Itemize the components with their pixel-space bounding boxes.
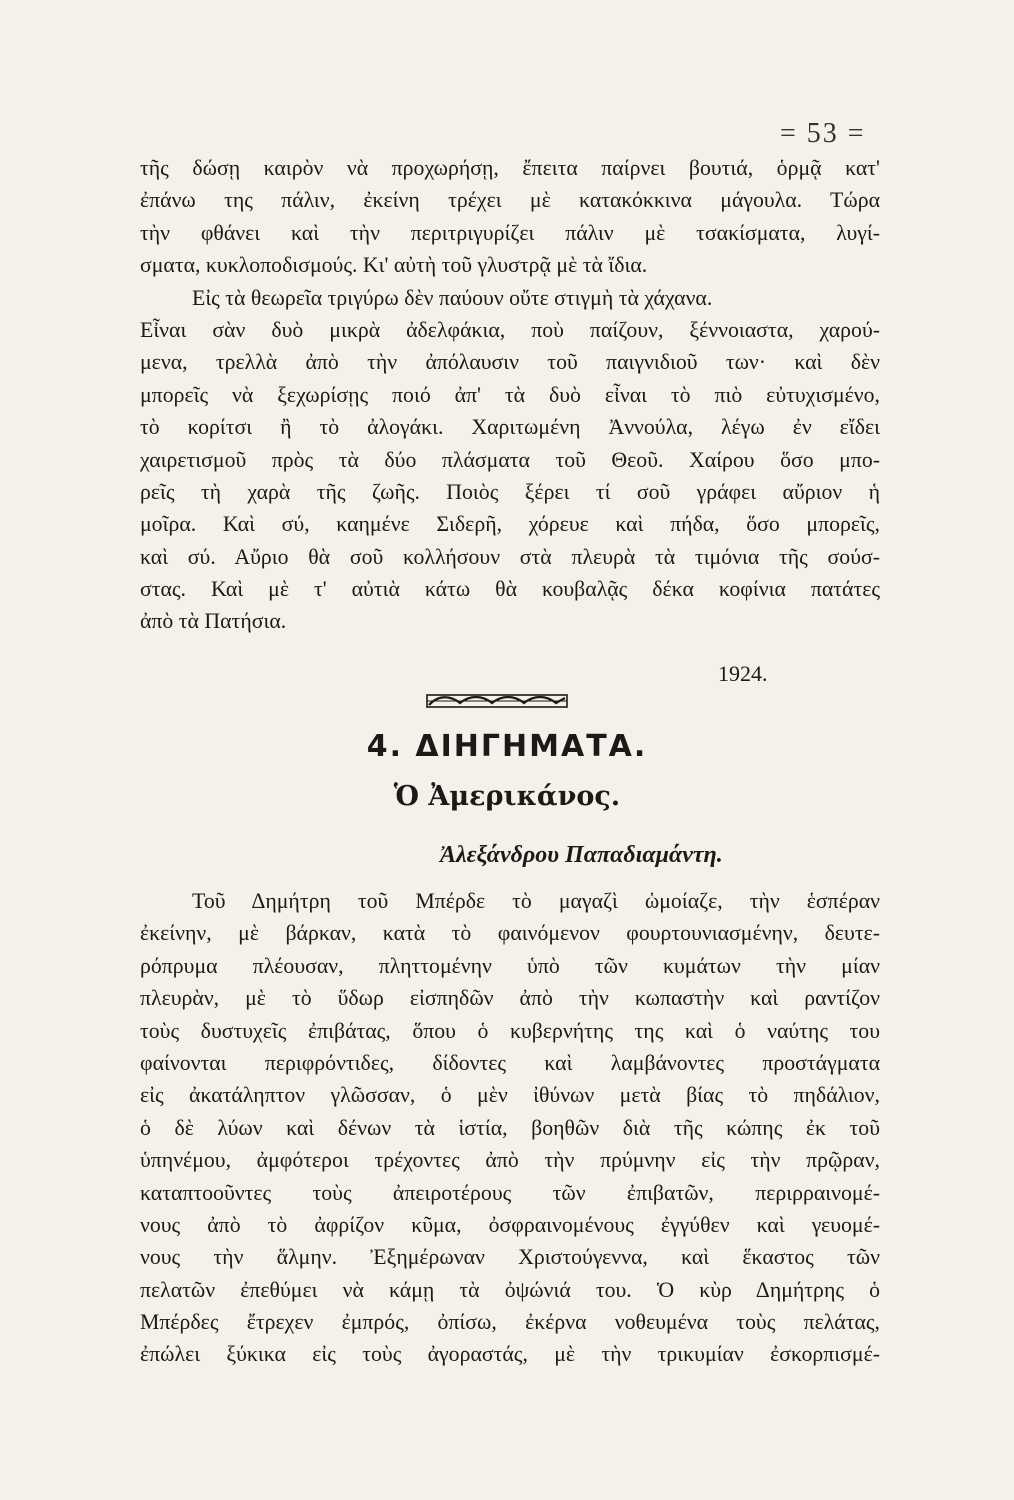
text-line: ὁ δὲ λύων καὶ δένων τὰ ἱστία, βοηθῶν διὰ τῆς κώπης ἐκ τοῦ: [140, 1115, 880, 1140]
text-line: καὶ σύ. Αὔριο θὰ σοῦ κολλήσουν στὰ πλευρὰ τὰ τιμόνια τῆς σούσ-: [140, 544, 880, 569]
text-line: νους τὴν ἅλμην. Ἐξημέρωναν Χριστούγεννα, καὶ ἕκαστος τῶν: [140, 1245, 880, 1270]
text-line: εἰς ἀκατάληπτον γλῶσσαν, ὁ μὲν ἰθύνων μετὰ βίας τὸ πηδάλιον,: [140, 1083, 880, 1108]
page-number: = 53 =: [780, 118, 866, 149]
text-line: τὸ κορίτσι ἢ τὸ ἀλογάκι. Χαριτωμένη Ἀννούλα, λέγω ἐν εἴδει: [140, 415, 880, 440]
text-line: ἐπάνω της πάλιν, ἐκείνη τρέχει μὲ κατακόκκινα μάγουλα. Τώρα: [140, 188, 880, 213]
story-year: 1924.: [718, 661, 768, 686]
text-line: τὴν φθάνει καὶ τὴν περιτριγυρίζει πάλιν μὲ τσακίσματα, λυγί-: [140, 220, 880, 245]
text-line: σματα, κυκλοποδισμούς. Κι' αὐτὴ τοῦ γλυστρᾷ μὲ τὰ ἴδια.: [140, 253, 648, 278]
text-line: πελατῶν ἐπεθύμει νὰ κάμῃ τὰ ὀψώνιά του. Ὁ κὺρ Δημήτρης ὁ: [140, 1277, 880, 1302]
text-line: τῆς δώσῃ καιρὸν νὰ προχωρήσῃ, ἔπειτα παίρνει βουτιά, ὁρμᾷ κατ': [140, 156, 880, 180]
text-line: Μπέρδες ἔτρεχεν ἐμπρός, ὀπίσω, ἐκέρνα νοθευμένα τοὺς πελάτας,: [140, 1310, 880, 1335]
text-line: ἐκείνην, μὲ βάρκαν, κατὰ τὸ φαινόμενον φουρτουνιασμένην, δευτε-: [140, 921, 880, 946]
text-line: καταπτοοῦντες τοὺς ἀπειροτέρους τῶν ἐπιβατῶν, περιρραινομέ-: [140, 1180, 880, 1205]
text-line: Εἰς τὰ θεωρεῖα τριγύρω δὲν παύουν οὔτε στιγμὴ τὰ χάχανα.: [192, 285, 713, 310]
text-line: φαίνονται περιφρόντιδες, δίδοντες καὶ λαμβάνοντες προστάγματα: [140, 1050, 880, 1075]
text-line: Εἶναι σὰν δυὸ μικρὰ ἀδελφάκια, ποὺ παίζουν, ξέννοιαστα, χαρού-: [140, 317, 880, 342]
text-line: ρόπρυμα πλέουσαν, πληττομένην ὑπὸ τῶν κυμάτων τὴν μίαν: [140, 953, 880, 978]
previous-story-text: [140, 152, 880, 638]
text-line: νους ἀπὸ τὸ ἀφρίζον κῦμα, ὀσφραινομένους ἐγγύθεν καὶ γευομέ-: [140, 1212, 880, 1237]
wave-ornament-icon: [426, 692, 568, 710]
text-line: πλευρὰν, μὲ τὸ ὕδωρ εἰσπηδῶν ἀπὸ τὴν κωπαστὴν καὶ ραντίζον: [140, 986, 880, 1011]
section-heading: 4. ΔΙΗΓΗΜΑΤΑ.: [366, 729, 648, 764]
text-line: ὑπηνέμου, ἀμφότεροι τρέχοντες ἀπὸ τὴν πρύμνην εἰς τὴν πρῷραν,: [140, 1148, 880, 1173]
text-line: ἀπὸ τὰ Πατήσια.: [140, 609, 287, 634]
ornament-divider: [426, 692, 568, 714]
text-line: τοὺς δυστυχεῖς ἐπιβάτας, ὅπου ὁ κυβερνήτης της καὶ ὁ ναύτης του: [140, 1018, 880, 1043]
text-line: μενα, τρελλὰ ἀπὸ τὴν ἀπόλαυσιν τοῦ παιγνιδιοῦ των· καὶ δὲν: [140, 350, 880, 375]
text-line: Τοῦ Δημήτρη τοῦ Μπέρδε τὸ μαγαζὶ ὡμοίαζε, τὴν ἑσπέραν: [192, 889, 880, 913]
text-line: στας. Καὶ μὲ τ' αὐτιὰ κάτω θὰ κουβαλᾷς δέκα κοφίνια πατάτες: [140, 577, 880, 602]
text-line: ἐπώλει ξύκικα εἰς τοὺς ἀγοραστάς, μὲ τὴν τρικυμίαν ἐσκορπισμέ-: [140, 1342, 880, 1367]
text-line: χαιρετισμοῦ πρὸς τὰ δύο πλάσματα τοῦ Θεοῦ. Χαίρου ὅσο μπο-: [140, 447, 880, 472]
text-line: μπορεῖς νὰ ξεχωρίσῃς ποιό ἀπ' τὰ δυὸ εἶναι τὸ πιὸ εὐτυχισμένο,: [140, 382, 880, 407]
text-line: ρεῖς τὴ χαρὰ τῆς ζωῆς. Ποιὸς ξέρει τί σοῦ γράφει αὔριον ἡ: [140, 479, 880, 504]
story-text: [140, 885, 880, 1371]
story-author: Ἀλεξάνδρου Παπαδιαμάντη.: [440, 842, 723, 868]
story-title: Ὁ Ἀμερικάνος.: [393, 781, 621, 812]
text-line: μοῖρα. Καὶ σύ, καημένε Σιδερῆ, χόρευε καὶ πήδα, ὅσο μπορεῖς,: [140, 512, 880, 537]
